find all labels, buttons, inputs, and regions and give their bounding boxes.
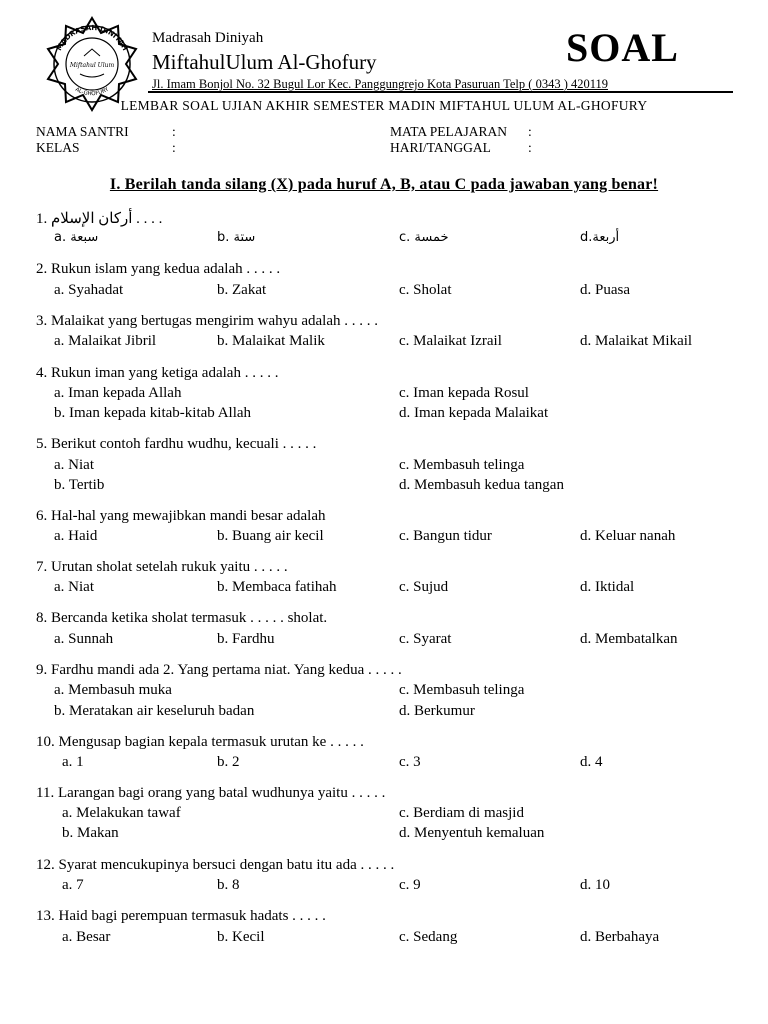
option-a[interactable]: a. Haid	[54, 528, 98, 544]
field-nama-santri	[36, 124, 176, 140]
field-label: HARI/TANGGAL	[390, 140, 491, 155]
school-address: Jl. Imam Bonjol No. 32 Bugul Lor Kec. Panggungrejo Kota Pasuruan Telp ( 0343 ) 420119	[152, 77, 609, 91]
option-d[interactable]: d. Berbahaya	[580, 929, 660, 945]
question-9: 9. Fardhu mandi ada 2. Yang pertama niat. Yang kedua . . . . .	[36, 662, 402, 678]
option-c[interactable]: c. Membasuh telinga	[399, 457, 525, 473]
option-c[interactable]: c. 3	[399, 754, 421, 770]
option-c[interactable]: c. Sholat	[399, 282, 452, 298]
logo-ring-bottom-text: AL-GHOFURY	[74, 86, 110, 98]
option-b[interactable]: b. Iman kepada kitab-kitab Allah	[54, 405, 252, 421]
option-text: d.أربعة	[580, 230, 620, 245]
option-d[interactable]: d. Malaikat Mikail	[580, 333, 693, 349]
school-type: Madrasah Diniyah	[152, 30, 264, 46]
option-c[interactable]: c. Berdiam di masjid	[399, 805, 524, 821]
field-colon: :	[528, 140, 532, 155]
logo-center-text: Miftahul Ulum	[69, 62, 115, 69]
option-c[interactable]: c. Malaikat Izrail	[399, 333, 502, 349]
soal-heading: SOAL	[566, 25, 679, 70]
field-colon: :	[528, 124, 532, 139]
option-b[interactable]: b. 8	[217, 877, 240, 893]
option-a[interactable]: a. Iman kepada Allah	[54, 385, 182, 401]
option-b[interactable]: b. Tertib	[54, 477, 105, 493]
option-d[interactable]: d. 10	[580, 877, 610, 893]
instruction: I. Berilah tanda silang (X) pada huruf A, B, atau C pada jawaban yang benar!	[109, 176, 659, 193]
question-6: 6. Hal-hal yang mewajibkan mandi besar adalah	[36, 508, 326, 524]
option-a[interactable]: a. 1	[62, 754, 84, 770]
option-c[interactable]: c. Syarat	[399, 631, 452, 647]
option-a[interactable]: a. Malaikat Jibril	[54, 333, 157, 349]
question-1: 1. أركان الإسلام . . . .	[36, 211, 163, 227]
field-mata-pelajaran	[390, 124, 532, 140]
option-c[interactable]: c. Membasuh telinga	[399, 682, 525, 698]
option-d[interactable]: d. Puasa	[580, 282, 630, 298]
sheet-title: LEMBAR SOAL UJIAN AKHIR SEMESTER MADIN MIFTAHUL ULUM AL-GHOFURY	[120, 98, 648, 113]
option-c[interactable]	[399, 229, 449, 246]
question-2: 2. Rukun islam yang kedua adalah . . . . .	[36, 261, 281, 277]
header-divider	[148, 91, 733, 93]
field-hari-tanggal	[390, 140, 532, 156]
option-a[interactable]	[54, 229, 98, 246]
option-d[interactable]: d. Berkumur	[399, 703, 475, 719]
option-d[interactable]: d. Keluar nanah	[580, 528, 676, 544]
option-b[interactable]: b. Buang air kecil	[217, 528, 324, 544]
option-b[interactable]	[217, 229, 255, 246]
option-d[interactable]: d. Iman kepada Malaikat	[399, 405, 549, 421]
option-a[interactable]: a. Niat	[54, 457, 94, 473]
field-label: NAMA SANTRI	[36, 124, 129, 139]
option-b[interactable]: b. Membaca fatihah	[217, 579, 337, 595]
question-3: 3. Malaikat yang bertugas mengirim wahyu adalah . . . . .	[36, 313, 378, 329]
question-5: 5. Berikut contoh fardhu wudhu, kecuali . . . . .	[36, 436, 317, 452]
question-4: 4. Rukun iman yang ketiga adalah . . . . .	[36, 365, 279, 381]
option-d[interactable]: d. 4	[580, 754, 603, 770]
option-d[interactable]: d. Menyentuh kemaluan	[399, 825, 545, 841]
option-text: c. خمسة	[399, 230, 449, 245]
option-c[interactable]: c. Sedang	[399, 929, 458, 945]
field-colon: :	[172, 124, 176, 139]
option-d[interactable]: d. Membatalkan	[580, 631, 678, 647]
option-a[interactable]: a. 7	[62, 877, 84, 893]
option-a[interactable]: a. Sunnah	[54, 631, 114, 647]
option-b[interactable]: b. Zakat	[217, 282, 267, 298]
field-label: KELAS	[36, 140, 80, 155]
question-13: 13. Haid bagi perempuan termasuk hadats . . . . .	[36, 908, 326, 924]
option-b[interactable]: b. Kecil	[217, 929, 265, 945]
option-c[interactable]: c. Sujud	[399, 579, 449, 595]
question-11: 11. Larangan bagi orang yang batal wudhunya yaitu . . . . .	[36, 785, 386, 801]
field-label: MATA PELAJARAN	[390, 124, 508, 139]
option-a[interactable]: a. Membasuh muka	[54, 682, 172, 698]
option-c[interactable]: c. Bangun tidur	[399, 528, 492, 544]
option-a[interactable]: a. Besar	[62, 929, 111, 945]
option-a[interactable]: a. Melakukan tawaf	[62, 805, 181, 821]
option-b[interactable]: b. 2	[217, 754, 240, 770]
field-colon: :	[172, 140, 176, 155]
question-12: 12. Syarat mencukupinya bersuci dengan batu itu ada . . . . .	[36, 857, 395, 873]
option-d[interactable]: d. Membasuh kedua tangan	[399, 477, 564, 493]
option-b[interactable]: b. Meratakan air keseluruh badan	[54, 703, 255, 719]
school-name: MiftahulUlum Al-Ghofury	[152, 50, 377, 74]
option-d[interactable]	[580, 229, 619, 246]
option-d[interactable]: d. Iktidal	[580, 579, 635, 595]
option-c[interactable]: c. 9	[399, 877, 421, 893]
question-7: 7. Urutan sholat setelah rukuk yaitu . . . . .	[36, 559, 288, 575]
question-10: 10. Mengusap bagian kepala termasuk urutan ke . . . . .	[36, 734, 364, 750]
question-8: 8. Bercanda ketika sholat termasuk . . . . . sholat.	[36, 610, 328, 626]
option-text: b. ستة	[217, 230, 256, 245]
field-kelas	[36, 140, 176, 156]
option-a[interactable]: a. Syahadat	[54, 282, 124, 298]
logo-ring-top-text: MADRASAH DINIYAH	[55, 23, 129, 53]
option-c[interactable]: c. Iman kepada Rosul	[399, 385, 529, 401]
option-b[interactable]: b. Fardhu	[217, 631, 275, 647]
option-text: a. سبعة	[54, 230, 99, 245]
option-b[interactable]: b. Makan	[62, 825, 119, 841]
option-b[interactable]: b. Malaikat Malik	[217, 333, 325, 349]
option-a[interactable]: a. Niat	[54, 579, 94, 595]
